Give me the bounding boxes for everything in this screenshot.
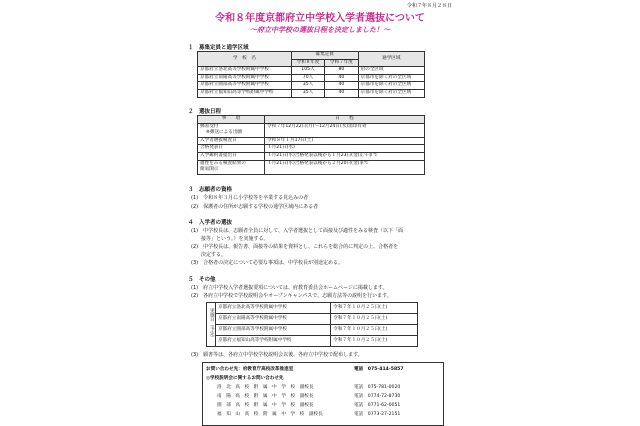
s4-item-3: (3) 合格者の決定について必要な事項は、中学校長が別途定める。: [191, 260, 343, 266]
s4-item-2b: 決定する。: [191, 252, 227, 258]
contact-head: [206, 366, 440, 372]
col-area: 通学区域: [358, 52, 424, 67]
cell-item: 適性をみる検査結果の: [198, 160, 265, 167]
col-r7: 令和７年度: [325, 59, 358, 67]
table-row: [207, 336, 418, 347]
table-row: [207, 325, 418, 336]
table-row: [207, 303, 418, 314]
contact-name: 南 陽 高 校 附 属 中 学 校 副校長: [217, 394, 314, 399]
document-title: 令和８年度京都府立中学校入学者選抜について: [215, 13, 425, 24]
cell-item: 入学者選抜検査日: [198, 137, 265, 145]
col-date: 日 程: [265, 116, 425, 124]
cell-date: 令和７年１０月２５日(土): [331, 303, 418, 314]
cell-school: 京都府立洛北高等学校附属中学校: [216, 303, 331, 314]
vert-label: 実施日（予定）: [207, 303, 216, 347]
contact-head-tel: 電話 075-414-5857: [354, 367, 404, 372]
cell-school: 京都府立南陽高等学校附属中学校: [198, 74, 292, 82]
cell-item: 簡易開示: [198, 167, 265, 174]
table-row: [198, 74, 425, 82]
contact-head-label: お問い合わせ先：府教育庁高校改革推進室: [206, 367, 294, 372]
s5-item-1: (1) 府立中学校入学者選抜要項については、府教育委員会ホームページに掲載します。: [191, 285, 388, 291]
contact-row: [217, 402, 440, 408]
document-subtitle: ～府立中学校の選抜日程を決定しました！～: [250, 26, 390, 34]
cell-date: １月21日(水): [265, 145, 425, 153]
table-row: [198, 160, 425, 167]
contact-row: [217, 393, 440, 399]
cell-school: 京都府立南陽高等学校附属中学校: [216, 314, 331, 325]
table-row: [198, 67, 425, 75]
section-3-heading: ３ 志願者の資格: [188, 187, 233, 193]
cell-item: 合格発表日: [198, 145, 265, 153]
section-2-heading: ２ 選抜日程: [188, 109, 222, 115]
table-row: [198, 89, 425, 97]
document-date: 令和７年８月２８日: [406, 3, 452, 9]
cell-date: １月21日(水)合格発表以後から２月20日(金)まで: [265, 160, 425, 167]
cell-date: 令和８年１月17日(土): [265, 137, 425, 145]
cell-date: 令和７年１０月２５日(土): [331, 325, 418, 336]
section-1-heading: １ 募集定員と通学区域: [188, 45, 249, 51]
s5-item-3: (3) 願書等は、各府立中学校学校説明会以後、各府立中学校で配布します。: [191, 352, 363, 358]
s4-item-1: (1) 中学校長は、志願者全員に対して、入学者選抜として面接及び適性をみる検査（以下「面: [191, 228, 403, 234]
document-page: [188, 0, 452, 426]
cell-item: ※郵送による出願: [198, 130, 265, 137]
contact-sub: ◎学校説明会に関するお問い合わせ先: [206, 376, 284, 381]
table-row: [198, 137, 425, 145]
table-row: [198, 145, 425, 153]
col-r8: 令和８年度: [291, 59, 324, 67]
section-4-heading: ４ 入学者の選抜: [188, 220, 233, 226]
cell-item: 郵書受付: [198, 123, 265, 130]
cell-school: 京都府立洛北高等学校附属中学校: [198, 67, 292, 75]
cell-area: 京都市を除く府の全区域: [358, 89, 424, 97]
cell-item: 入学確約書提出日: [198, 152, 265, 160]
info-session-table: [206, 302, 418, 347]
cell-school: 京都府立園部高等学校附属中学校: [216, 325, 331, 336]
s3-item-2: (2) 保護者の住所が志願する学校の通学区域内にある者: [191, 204, 319, 210]
s3-item-1: (1) 令和８年３月に小学校等を卒業する見込みの者: [191, 195, 309, 201]
cell-school: 京都府立園部高等学校附属中学校: [198, 82, 292, 90]
table-row: [198, 152, 425, 160]
cell-area: 京都市を除く府の全区域: [358, 74, 424, 82]
s5-item-2: (2) 各府立中学校で学校説明会やオープンキャンパスで、志願方法等の説明を行います。: [191, 293, 392, 299]
col-item: 事 項: [198, 116, 265, 124]
table-row: [198, 167, 425, 174]
contact-name: 洛 北 高 校 附 属 中 学 校 副校長: [217, 385, 314, 390]
cell-date: [265, 167, 425, 174]
cell-school: 京都府立福知山高等学校附属中学校: [216, 336, 331, 347]
contact-box: [202, 362, 444, 426]
contact-row: [217, 384, 440, 390]
cell-date: 令和７年１０月２５日(土): [331, 336, 418, 347]
section-5-heading: ５ その他: [188, 277, 216, 283]
cell-r7: 40: [325, 89, 358, 97]
contact-tel: 電話 0771-62-0051: [354, 403, 401, 408]
capacity-table: [197, 51, 425, 98]
contact-tel: 電話 0774-72-8730: [354, 394, 401, 399]
cell-school: 京都府立福知山高等学校附属中学校: [198, 89, 292, 97]
table-row: [207, 314, 418, 325]
cell-r8: 35人: [291, 82, 324, 90]
col-capacity: 募集定員: [291, 52, 358, 60]
cell-date: 令和７年12月22日(月)～12月24日(水)消印有効: [265, 123, 425, 130]
contact-tel: 電話 075-781-0020: [354, 385, 401, 390]
contact-name: 福 知 山 高 校 附 属 中 学 校 副校長: [217, 412, 323, 417]
cell-date: [265, 130, 425, 137]
cell-r8: 105人: [291, 67, 324, 75]
col-school: 学 校 名: [198, 52, 292, 67]
cell-r7: 40: [325, 82, 358, 90]
cell-r8: 70人: [291, 74, 324, 82]
s4-item-1b: 接等」という。）を実施する。: [191, 236, 269, 242]
table-row: [198, 130, 425, 137]
cell-area: 京都市を除く府の全区域: [358, 82, 424, 90]
cell-date: １月21日(水)合格発表以後から１月23日(金)正午まで: [265, 152, 425, 160]
contact-tel: 電話 0773-27-2151: [354, 412, 401, 417]
schedule-table: [197, 115, 425, 175]
cell-date: 令和７年１０月２５日(土): [331, 314, 418, 325]
table-row: [198, 82, 425, 90]
cell-r7: 80: [325, 67, 358, 75]
cell-r7: 40: [325, 74, 358, 82]
s4-item-2: (2) 中学校長は、報告書、面接等の結果を資料とし、これらを総合的に判定の上、合格者を: [191, 244, 399, 250]
cell-r8: 35人: [291, 89, 324, 97]
cell-area: 府の全区域: [358, 67, 424, 75]
contact-row: [217, 411, 440, 417]
contact-name: 園 部 高 校 附 属 中 学 校 副校長: [217, 403, 314, 408]
